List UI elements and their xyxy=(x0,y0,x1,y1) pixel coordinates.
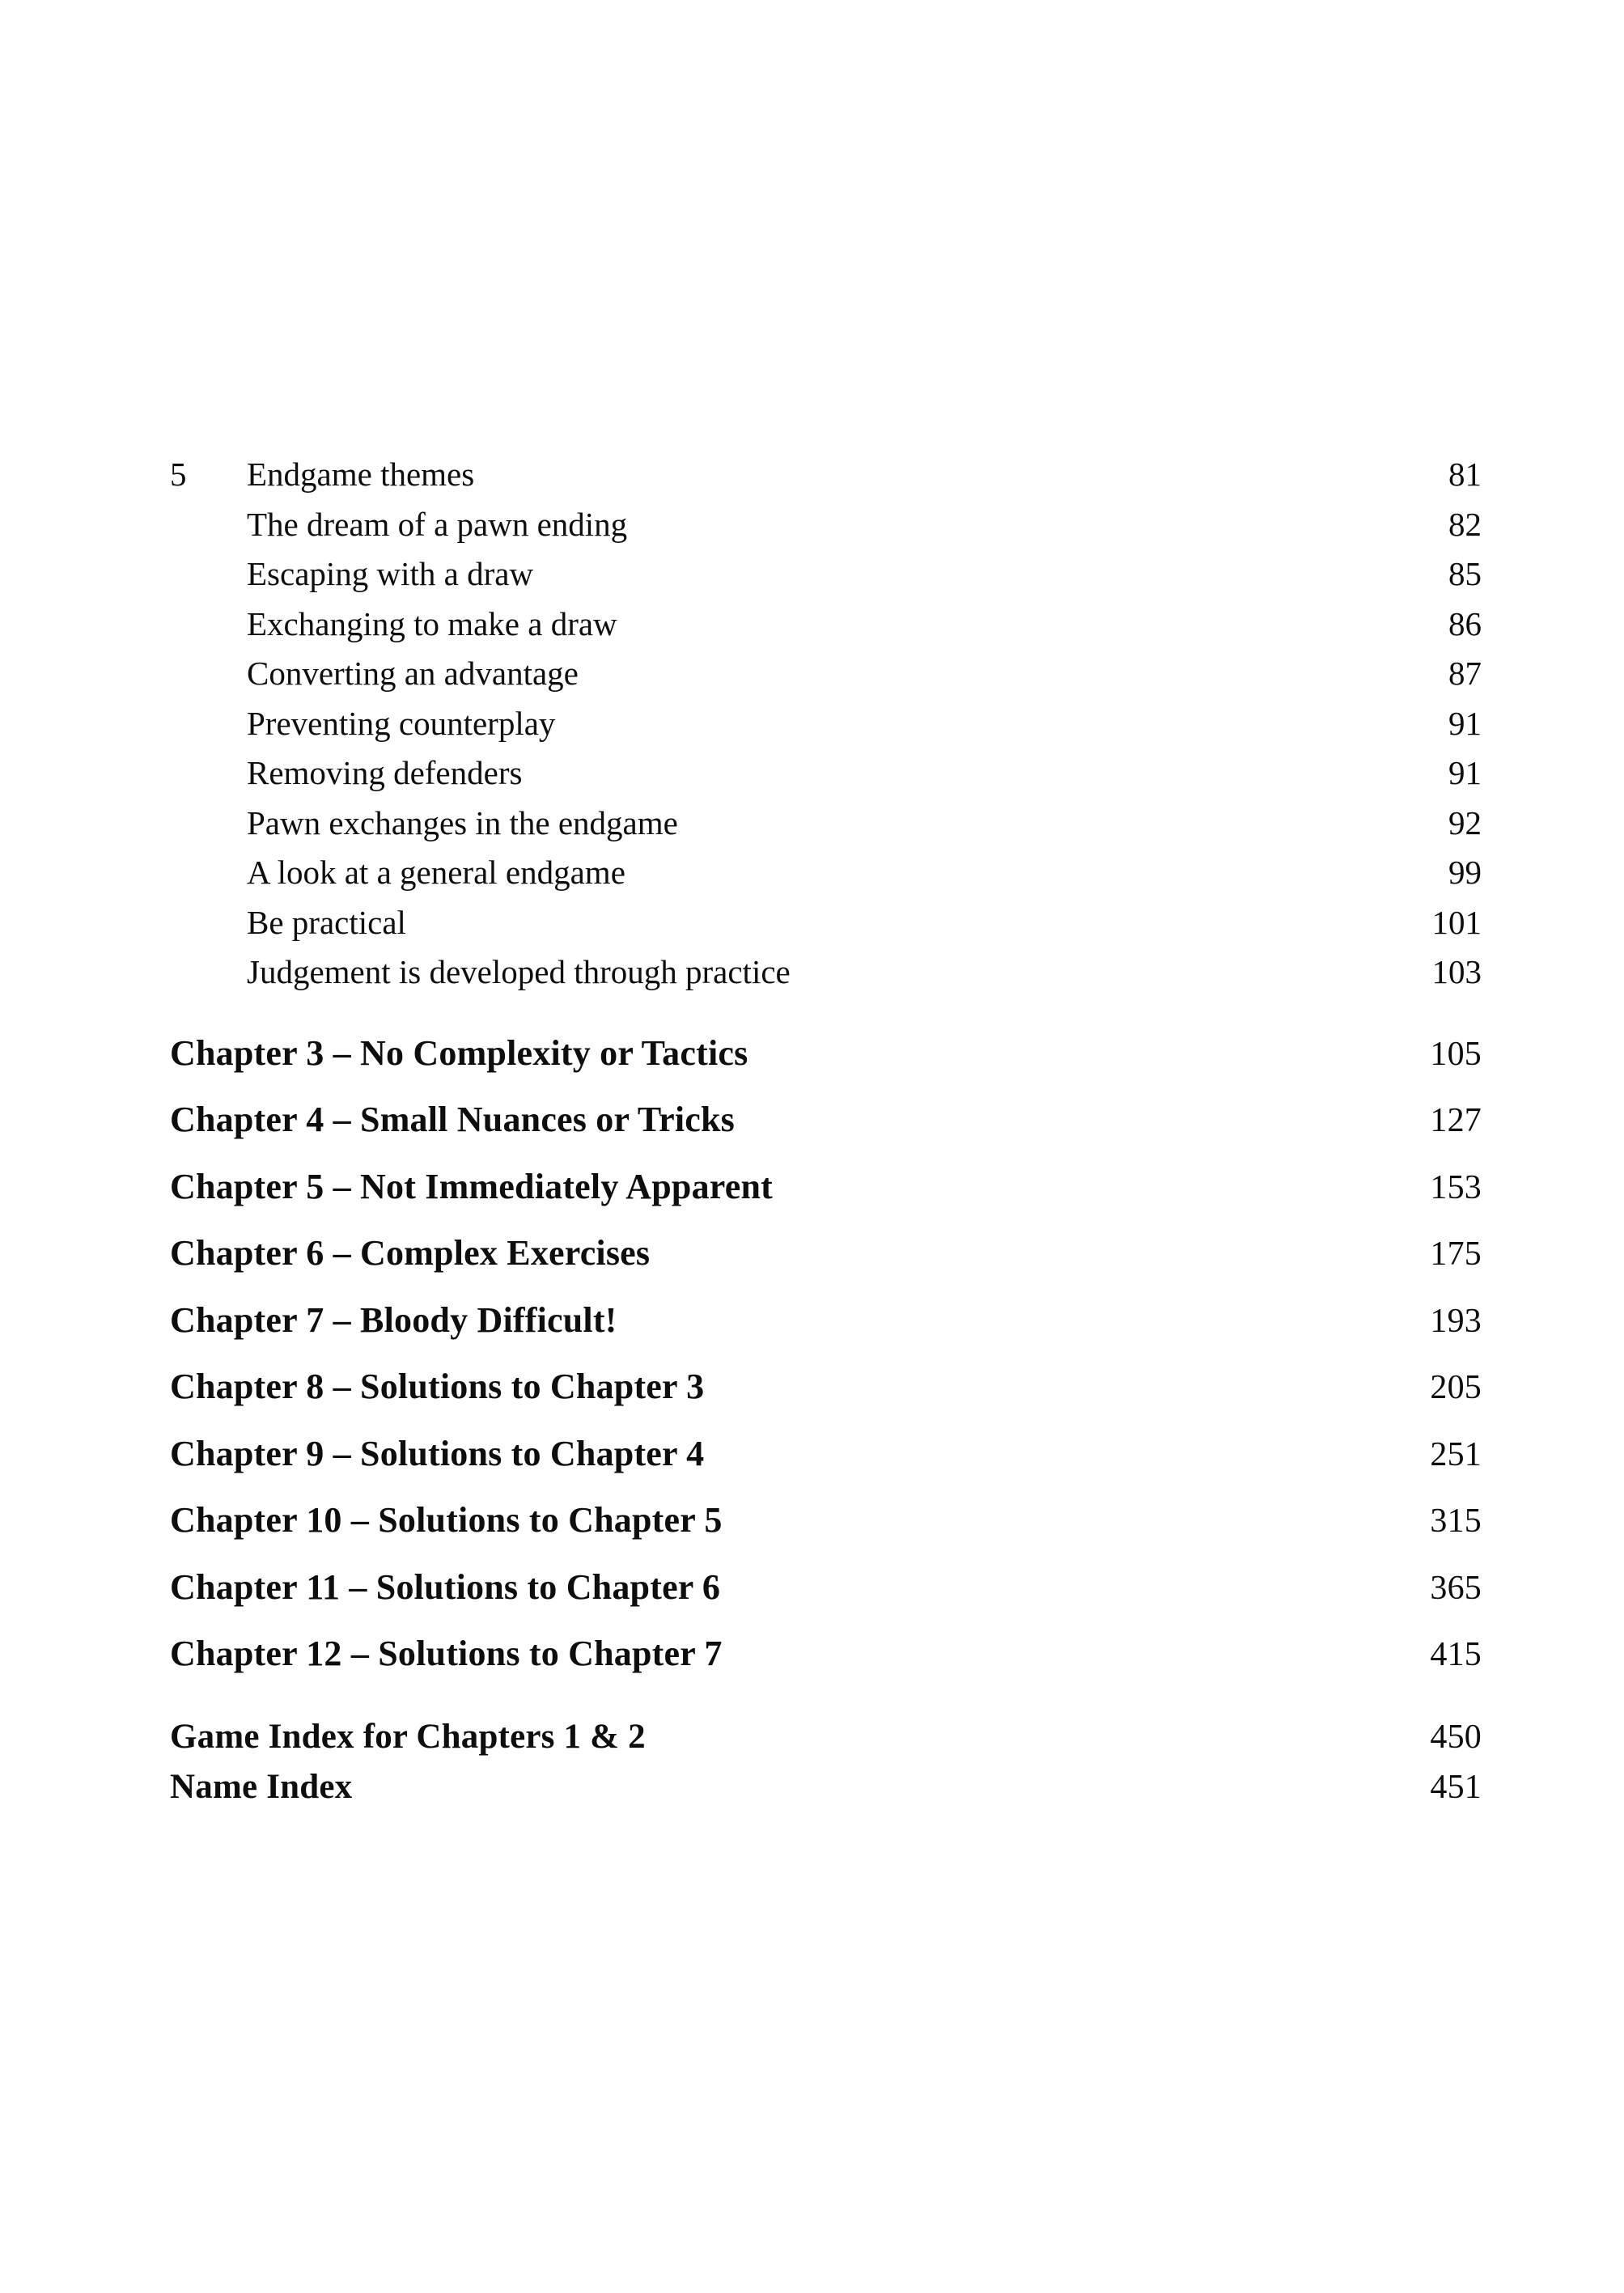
toc-entry-name-index xyxy=(170,1762,1482,1813)
page-number: 205 xyxy=(1430,1369,1482,1406)
subsection-title: Exchanging to make a draw xyxy=(247,604,617,642)
section-title: Endgame themes xyxy=(247,456,475,493)
toc-subsection-row xyxy=(170,549,1482,600)
toc-entry-chapter-3 xyxy=(170,1028,1482,1096)
table-of-contents xyxy=(170,450,1482,1813)
toc-entry-game-index xyxy=(170,1712,1482,1763)
toc-subsection-row xyxy=(170,947,1482,998)
page-number: 82 xyxy=(1448,505,1482,543)
subsection-title: Preventing counterplay xyxy=(247,704,556,742)
page-number: 193 xyxy=(1430,1302,1482,1340)
page-number: 153 xyxy=(1430,1168,1482,1206)
page-number: 103 xyxy=(1431,953,1482,990)
subsection-title: Judgement is developed through practice xyxy=(247,953,791,990)
toc-indexes xyxy=(170,1712,1482,1813)
toc-entry-chapter-6 xyxy=(170,1228,1482,1295)
toc-entry-chapter-12 xyxy=(170,1629,1482,1696)
page-number: 87 xyxy=(1448,655,1482,692)
subsection-title: Pawn exchanges in the endgame xyxy=(247,803,678,841)
toc-subsection-row xyxy=(170,848,1482,898)
chapter-title: Chapter 6 – Complex Exercises xyxy=(170,1233,651,1273)
toc-section-5 xyxy=(170,450,1482,998)
page-number: 92 xyxy=(1448,803,1482,841)
toc-entry-chapter-9 xyxy=(170,1429,1482,1496)
toc-subsection-row xyxy=(170,799,1482,849)
page-number: 415 xyxy=(1430,1636,1482,1673)
toc-subsection-row xyxy=(170,898,1482,948)
subsection-title: The dream of a pawn ending xyxy=(247,505,628,543)
page-number: 101 xyxy=(1431,903,1482,941)
index-title: Game Index for Chapters 1 & 2 xyxy=(170,1717,646,1756)
chapter-title: Chapter 11 – Solutions to Chapter 6 xyxy=(170,1566,721,1607)
page-number: 365 xyxy=(1430,1569,1482,1607)
page-number: 175 xyxy=(1430,1236,1482,1273)
toc-subsection-row xyxy=(170,649,1482,699)
toc-entry-section-5 xyxy=(170,450,1482,500)
chapter-title: Chapter 3 – No Complexity or Tactics xyxy=(170,1032,748,1073)
chapter-title: Chapter 7 – Bloody Difficult! xyxy=(170,1299,617,1340)
chapter-title: Chapter 10 – Solutions to Chapter 5 xyxy=(170,1500,723,1540)
subsection-title: Be practical xyxy=(247,903,406,941)
chapter-title: Chapter 4 – Small Nuances or Tricks xyxy=(170,1100,736,1139)
toc-entry-chapter-7 xyxy=(170,1295,1482,1363)
page-number: 251 xyxy=(1430,1435,1482,1473)
subsection-title: A look at a general endgame xyxy=(247,854,625,891)
section-number: 5 xyxy=(170,456,187,493)
toc-subsection-row xyxy=(170,748,1482,799)
page-number: 127 xyxy=(1430,1102,1482,1139)
index-title: Name Index xyxy=(170,1768,353,1806)
subsection-title: Converting an advantage xyxy=(247,655,579,692)
page-number: 86 xyxy=(1448,604,1482,642)
page-number: 91 xyxy=(1448,754,1482,791)
toc-subsection-row xyxy=(170,699,1482,749)
toc-entry-chapter-11 xyxy=(170,1562,1482,1630)
toc-entry-chapter-5 xyxy=(170,1162,1482,1229)
toc-entry-chapter-10 xyxy=(170,1495,1482,1562)
page-number: 99 xyxy=(1448,854,1482,891)
chapter-title: Chapter 5 – Not Immediately Apparent xyxy=(170,1166,773,1206)
subsection-title: Removing defenders xyxy=(247,754,523,791)
toc-subsection-row xyxy=(170,600,1482,650)
chapter-title: Chapter 12 – Solutions to Chapter 7 xyxy=(170,1634,723,1673)
page-number: 91 xyxy=(1448,704,1482,742)
toc-entry-chapter-8 xyxy=(170,1362,1482,1429)
page-number: 450 xyxy=(1430,1718,1482,1756)
chapter-title: Chapter 8 – Solutions to Chapter 3 xyxy=(170,1367,705,1406)
toc-subsection-row xyxy=(170,500,1482,550)
toc-entry-chapter-4 xyxy=(170,1095,1482,1162)
page-number: 85 xyxy=(1448,555,1482,592)
chapter-title: Chapter 9 – Solutions to Chapter 4 xyxy=(170,1433,705,1473)
page-number: 315 xyxy=(1430,1503,1482,1540)
subsection-title: Escaping with a draw xyxy=(247,555,534,592)
page-number: 451 xyxy=(1430,1769,1482,1806)
page-number: 81 xyxy=(1448,456,1482,493)
toc-chapters xyxy=(170,1028,1482,1696)
page-number: 105 xyxy=(1430,1035,1482,1073)
